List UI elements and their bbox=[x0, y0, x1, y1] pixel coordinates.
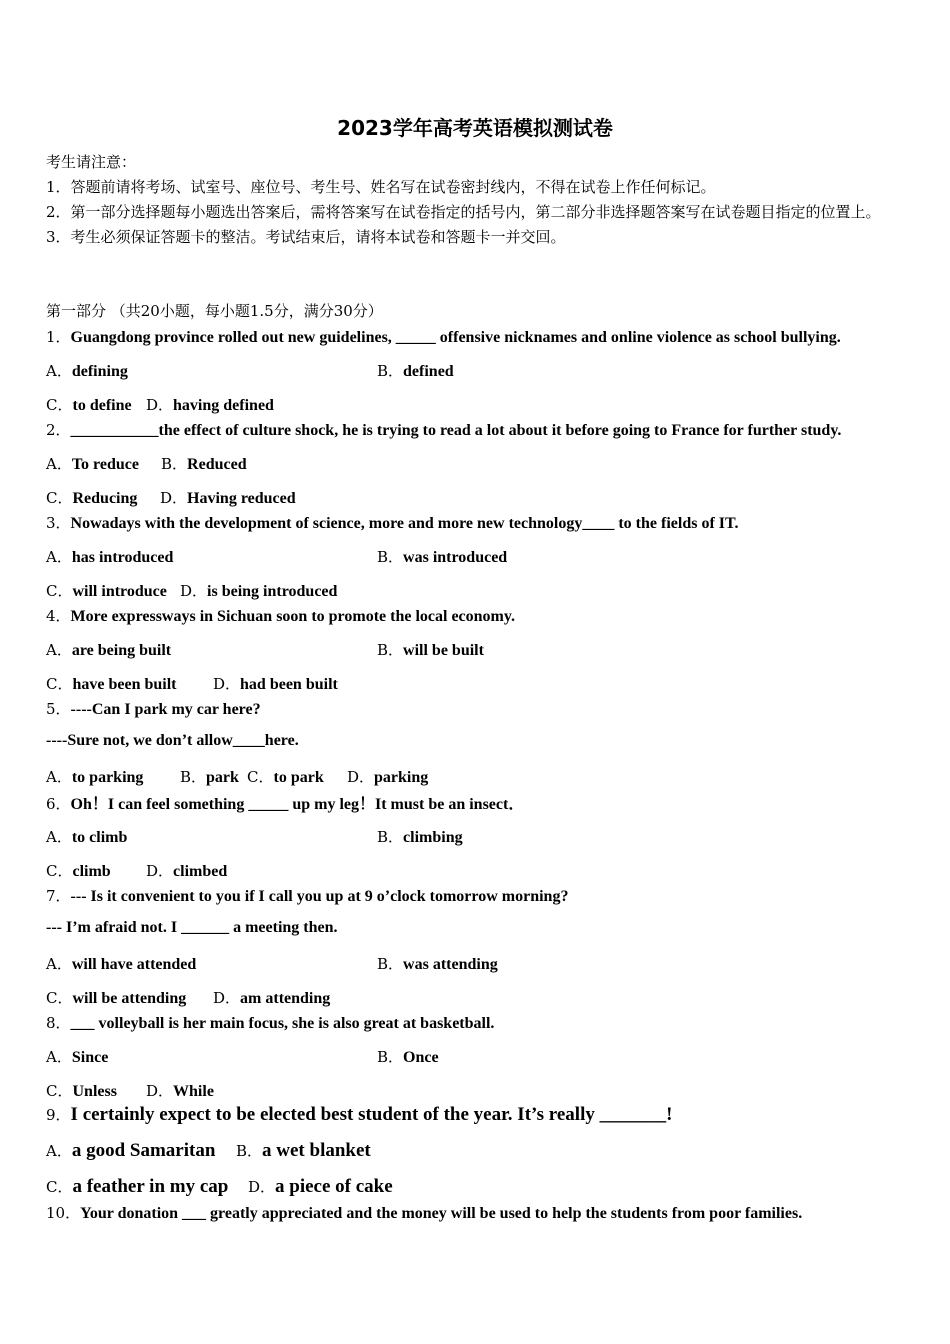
option-label: B． bbox=[236, 1142, 263, 1160]
option-a bbox=[46, 639, 171, 660]
option-text: am attending bbox=[240, 990, 331, 1007]
option-text: has introduced bbox=[71, 549, 174, 566]
option-text: will have attended bbox=[71, 956, 197, 973]
option-c bbox=[46, 487, 137, 508]
question-7 bbox=[46, 885, 568, 906]
option-label: B． bbox=[377, 828, 404, 846]
question-text: ___________the effect of culture shock, he is trying to read a lot about it before going to France for further study. bbox=[70, 422, 842, 439]
option-c bbox=[46, 673, 177, 694]
option-text: a wet blanket bbox=[262, 1140, 371, 1161]
question-text: ----Can I park my car here? bbox=[70, 701, 261, 718]
question-text: Guangdong province rolled out new guidelines, _____ offensive nicknames and online violence as school bullying. bbox=[70, 329, 841, 346]
option-label: C． bbox=[46, 862, 73, 880]
option-text: to park bbox=[273, 769, 324, 786]
option-b bbox=[180, 766, 239, 787]
option-label: D． bbox=[180, 582, 208, 600]
question-number: 6． bbox=[46, 795, 71, 813]
option-label: B． bbox=[161, 455, 188, 473]
option-b bbox=[377, 826, 463, 847]
option-d bbox=[146, 860, 227, 881]
option-text: to parking bbox=[71, 769, 144, 786]
option-c bbox=[247, 766, 324, 787]
option-text: defined bbox=[403, 363, 454, 380]
question-10 bbox=[46, 1202, 802, 1223]
note-item: 2．第一部分选择题每小题选出答案后，需将答案写在试卷指定的括号内，第二部分非选择题答案写在试卷题目指定的位置上。 bbox=[46, 203, 881, 221]
option-label: B． bbox=[377, 641, 404, 659]
question-number: 8． bbox=[46, 1014, 71, 1032]
question-text: ___ volleyball is her main focus, she is also great at basketball. bbox=[70, 1015, 495, 1032]
question-number: 5． bbox=[46, 700, 71, 718]
option-d bbox=[180, 580, 337, 601]
question-1 bbox=[46, 326, 841, 347]
option-label: A． bbox=[46, 362, 72, 380]
option-d bbox=[248, 1176, 393, 1198]
question-5 bbox=[46, 698, 261, 719]
option-c bbox=[46, 1080, 117, 1101]
option-label: B． bbox=[377, 1048, 404, 1066]
question-number: 1． bbox=[46, 328, 71, 346]
option-text: are being built bbox=[71, 642, 172, 659]
question-text: --- I’m afraid not. I ______ a meeting then. bbox=[46, 919, 338, 936]
option-c bbox=[46, 987, 186, 1008]
option-a bbox=[46, 453, 139, 474]
question-text: Your donation ___ greatly appreciated and the money will be used to help the students from poor families. bbox=[80, 1205, 803, 1222]
option-text: a feather in my cap bbox=[72, 1176, 229, 1197]
option-text: have been built bbox=[72, 676, 177, 693]
option-text: Reducing bbox=[72, 490, 138, 507]
option-b bbox=[377, 360, 454, 381]
notes-heading: 考生请注意： bbox=[46, 153, 137, 171]
option-a bbox=[46, 953, 196, 974]
question-text: I certainly expect to be elected best student of the year. It’s really _______! bbox=[70, 1104, 673, 1125]
question-text: Nowadays with the development of science, more and more new technology____ to the fields of IT. bbox=[70, 515, 739, 532]
option-text: climb bbox=[72, 863, 111, 880]
option-b bbox=[161, 453, 247, 474]
option-text: climbed bbox=[173, 863, 228, 880]
option-label: C． bbox=[46, 396, 73, 414]
option-text: Unless bbox=[72, 1083, 117, 1100]
option-text: a piece of cake bbox=[275, 1176, 393, 1197]
option-label: D． bbox=[146, 396, 174, 414]
option-b bbox=[377, 1046, 439, 1067]
option-label: D． bbox=[213, 989, 241, 1007]
option-label: C． bbox=[46, 489, 73, 507]
option-c bbox=[46, 394, 132, 415]
option-label: D． bbox=[248, 1178, 276, 1196]
option-text: was introduced bbox=[403, 549, 508, 566]
option-d bbox=[347, 766, 428, 787]
question-9 bbox=[46, 1104, 672, 1126]
question-number: 2． bbox=[46, 421, 71, 439]
option-label: C． bbox=[247, 768, 274, 786]
option-text: will introduce bbox=[72, 583, 167, 600]
question-6 bbox=[46, 791, 524, 814]
option-label: D． bbox=[146, 1082, 174, 1100]
option-b bbox=[377, 639, 484, 660]
option-label: B． bbox=[377, 955, 404, 973]
option-text: will be built bbox=[403, 642, 484, 659]
option-label: D． bbox=[213, 675, 241, 693]
option-label: A． bbox=[46, 955, 72, 973]
question-number: 3． bbox=[46, 514, 71, 532]
option-label: A． bbox=[46, 548, 72, 566]
option-label: D． bbox=[146, 862, 174, 880]
option-label: C． bbox=[46, 1178, 73, 1196]
option-a bbox=[46, 766, 143, 787]
option-d bbox=[160, 487, 296, 508]
option-a bbox=[46, 1046, 108, 1067]
option-text: a good Samaritan bbox=[71, 1140, 216, 1161]
question-number: 4． bbox=[46, 607, 71, 625]
option-text: having defined bbox=[173, 397, 274, 414]
option-b bbox=[236, 1140, 371, 1162]
option-text: Once bbox=[403, 1049, 439, 1066]
option-label: C． bbox=[46, 582, 73, 600]
question-8 bbox=[46, 1012, 494, 1033]
option-d bbox=[146, 1080, 214, 1101]
option-text: Having reduced bbox=[187, 490, 296, 507]
question-number: 7． bbox=[46, 887, 71, 905]
option-a bbox=[46, 826, 127, 847]
option-d bbox=[146, 394, 274, 415]
option-b bbox=[377, 953, 498, 974]
question-3 bbox=[46, 512, 739, 533]
option-label: C． bbox=[46, 989, 73, 1007]
question-number: 10． bbox=[46, 1204, 81, 1222]
option-text: climbing bbox=[403, 829, 463, 846]
option-label: B． bbox=[377, 548, 404, 566]
option-d bbox=[213, 987, 330, 1008]
option-text: Reduced bbox=[187, 456, 247, 473]
option-text: to climb bbox=[71, 829, 128, 846]
option-text: is being introduced bbox=[207, 583, 338, 600]
option-label: D． bbox=[160, 489, 188, 507]
question-2 bbox=[46, 419, 841, 440]
option-text: to define bbox=[72, 397, 132, 414]
question-4 bbox=[46, 605, 515, 626]
question-text: More expressways in Sichuan soon to promote the local economy. bbox=[70, 608, 515, 625]
option-d bbox=[213, 673, 338, 694]
option-a bbox=[46, 1140, 215, 1162]
question-5-line-2 bbox=[46, 732, 299, 750]
option-text: parking bbox=[374, 769, 429, 786]
option-label: A． bbox=[46, 641, 72, 659]
option-text: had been built bbox=[240, 676, 338, 693]
option-label: B． bbox=[377, 362, 404, 380]
question-text: ----Sure not, we don’t allow____here. bbox=[46, 732, 299, 749]
option-label: C． bbox=[46, 675, 73, 693]
note-item: 3．考生必须保证答题卡的整洁。考试结束后，请将本试卷和答题卡一并交回。 bbox=[46, 228, 566, 246]
option-label: A． bbox=[46, 1142, 72, 1160]
option-label: A． bbox=[46, 455, 72, 473]
option-text: To reduce bbox=[71, 456, 139, 473]
question-number: 9． bbox=[46, 1106, 71, 1124]
question-text: Oh！I can feel something _____ up my leg！It must be an insect． bbox=[70, 796, 525, 813]
option-label: A． bbox=[46, 828, 72, 846]
option-text: will be attending bbox=[72, 990, 187, 1007]
option-text: was attending bbox=[403, 956, 498, 973]
part-heading: 第一部分 （共20小题，每小题1.5分，满分30分） bbox=[46, 302, 383, 320]
question-7-line-2 bbox=[46, 919, 338, 937]
option-label: D． bbox=[347, 768, 375, 786]
page-title: 2023学年高考英语模拟测试卷 bbox=[337, 116, 613, 140]
option-text: While bbox=[173, 1083, 214, 1100]
option-label: B． bbox=[180, 768, 207, 786]
option-label: A． bbox=[46, 768, 72, 786]
option-c bbox=[46, 580, 167, 601]
option-label: A． bbox=[46, 1048, 72, 1066]
option-text: Since bbox=[71, 1049, 109, 1066]
option-b bbox=[377, 546, 507, 567]
option-label: C． bbox=[46, 1082, 73, 1100]
notes-block bbox=[46, 150, 906, 250]
option-text: defining bbox=[71, 363, 128, 380]
option-a bbox=[46, 360, 128, 381]
option-a bbox=[46, 546, 173, 567]
option-text: park bbox=[206, 769, 239, 786]
option-c bbox=[46, 1176, 228, 1198]
question-text: --- Is it convenient to you if I call you up at 9 o’clock tomorrow morning? bbox=[70, 888, 569, 905]
note-item: 1．答题前请将考场、试室号、座位号、考生号、姓名写在试卷密封线内，不得在试卷上作任何标记。 bbox=[46, 178, 716, 196]
option-c bbox=[46, 860, 111, 881]
